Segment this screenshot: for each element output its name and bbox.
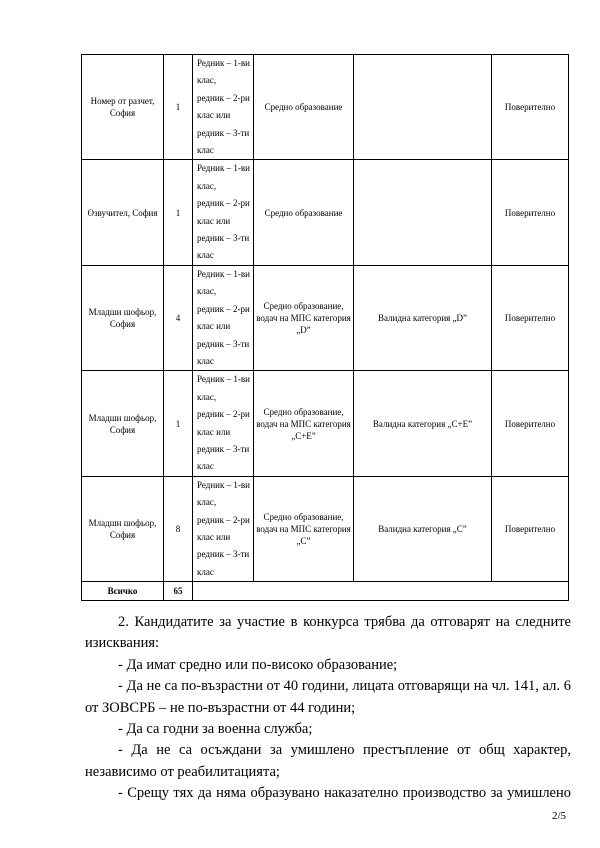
position-cell: Младши шофьор, София [82, 476, 164, 581]
rank-line: клас или [197, 531, 231, 542]
table-row [82, 55, 569, 160]
total-label: Всичко [82, 582, 164, 601]
rank-line: редник – 2-ри [197, 198, 250, 209]
table-row [82, 160, 569, 265]
rank-cell [193, 371, 254, 476]
table-row [82, 371, 569, 476]
rank-line: Редник – 1-ви [197, 58, 250, 68]
total-row [82, 582, 569, 601]
clearance-cell: Поверително [492, 265, 569, 370]
rank-cell [193, 160, 254, 265]
table-row [82, 265, 569, 370]
education-cell: Средно образование, водач на МПС категория „D” [254, 265, 354, 370]
rank-line: Редник – 1-ви [197, 374, 250, 385]
rank-line: клас [197, 145, 214, 156]
position-cell: Озвучител, София [82, 160, 164, 265]
count-cell: 4 [164, 265, 193, 370]
rank-line: клас или [197, 215, 231, 226]
rank-line: редник – 3-ти [197, 127, 250, 138]
rank-line: клас [197, 461, 214, 472]
rank-line: клас или [197, 426, 231, 437]
rank-line: редник – 2-ри [197, 92, 250, 103]
requirement-item: - Да не са по-възрастни от 40 години, лицата отговарящи на чл. 141, ал. 6 от ЗОВСРБ – не по-възрастни от 44 години; [85, 678, 571, 716]
rank-line: клас или [197, 321, 231, 332]
page-number: 2/5 [551, 810, 566, 822]
rank-line: редник – 2-ри [197, 409, 250, 420]
position-cell: Младши шофьор, София [82, 371, 164, 476]
table-row [82, 476, 569, 581]
category-cell: Валидна категория „C+E” [354, 371, 492, 476]
requirements-intro: 2. Кандидатите за участие в конкурса трябва да отговарят на следните изисквания: [85, 614, 571, 652]
clearance-cell: Поверително [492, 160, 569, 265]
rank-line: клас, [197, 391, 217, 402]
education-cell: Средно образование [254, 160, 354, 265]
category-cell [354, 55, 492, 160]
rank-line: клас, [197, 75, 217, 86]
category-cell: Валидна категория „C” [354, 476, 492, 581]
category-cell: Валидна категория „D” [354, 265, 492, 370]
position-cell: Младши шофьор, София [82, 265, 164, 370]
rank-line: клас, [197, 180, 217, 191]
rank-line: Редник – 1-ви [197, 479, 250, 490]
rank-line: редник – 3-ти [197, 233, 250, 244]
count-cell: 1 [164, 371, 193, 476]
education-cell: Средно образование, водач на МПС категория „C” [254, 476, 354, 581]
position-cell: Номер от разчет, София [82, 55, 164, 160]
rank-line: редник – 3-ти [197, 443, 250, 454]
total-empty-cell [193, 582, 569, 601]
rank-line: редник – 3-ти [197, 338, 250, 349]
rank-line: редник – 2-ри [197, 514, 250, 525]
requirements-text [85, 612, 571, 805]
education-cell: Средно образование [254, 55, 354, 160]
rank-line: клас, [197, 497, 217, 508]
positions-table-body [82, 55, 569, 601]
clearance-cell: Поверително [492, 371, 569, 476]
count-cell: 1 [164, 160, 193, 265]
rank-cell [193, 55, 254, 160]
rank-line: Редник – 1-ви [197, 163, 250, 174]
count-cell: 1 [164, 55, 193, 160]
count-cell: 8 [164, 476, 193, 581]
requirement-item: - Срещу тях да няма образувано наказателно производство за умишлено [118, 785, 571, 802]
positions-table [81, 54, 569, 601]
rank-cell [193, 265, 254, 370]
rank-line: редник – 2-ри [197, 303, 250, 314]
requirement-item: - Да имат средно или по-високо образование; [118, 656, 398, 673]
education-cell: Средно образование, водач на МПС категория „C+E” [254, 371, 354, 476]
rank-line: редник – 3-ти [197, 549, 250, 560]
requirement-item: - Да не са осъждани за умишлено престъпление от общ характер, независимо от реабилитацията; [85, 742, 571, 780]
rank-line: клас или [197, 110, 231, 121]
rank-line: клас [197, 250, 214, 261]
rank-line: клас [197, 355, 214, 366]
rank-line: Редник – 1-ви [197, 268, 250, 279]
rank-line: клас [197, 566, 214, 577]
total-count: 65 [164, 582, 193, 601]
rank-line: клас, [197, 286, 217, 297]
rank-cell [193, 476, 254, 581]
category-cell [354, 160, 492, 265]
clearance-cell: Поверително [492, 55, 569, 160]
requirement-item: - Да са годни за военна служба; [118, 721, 313, 738]
clearance-cell: Поверително [492, 476, 569, 581]
